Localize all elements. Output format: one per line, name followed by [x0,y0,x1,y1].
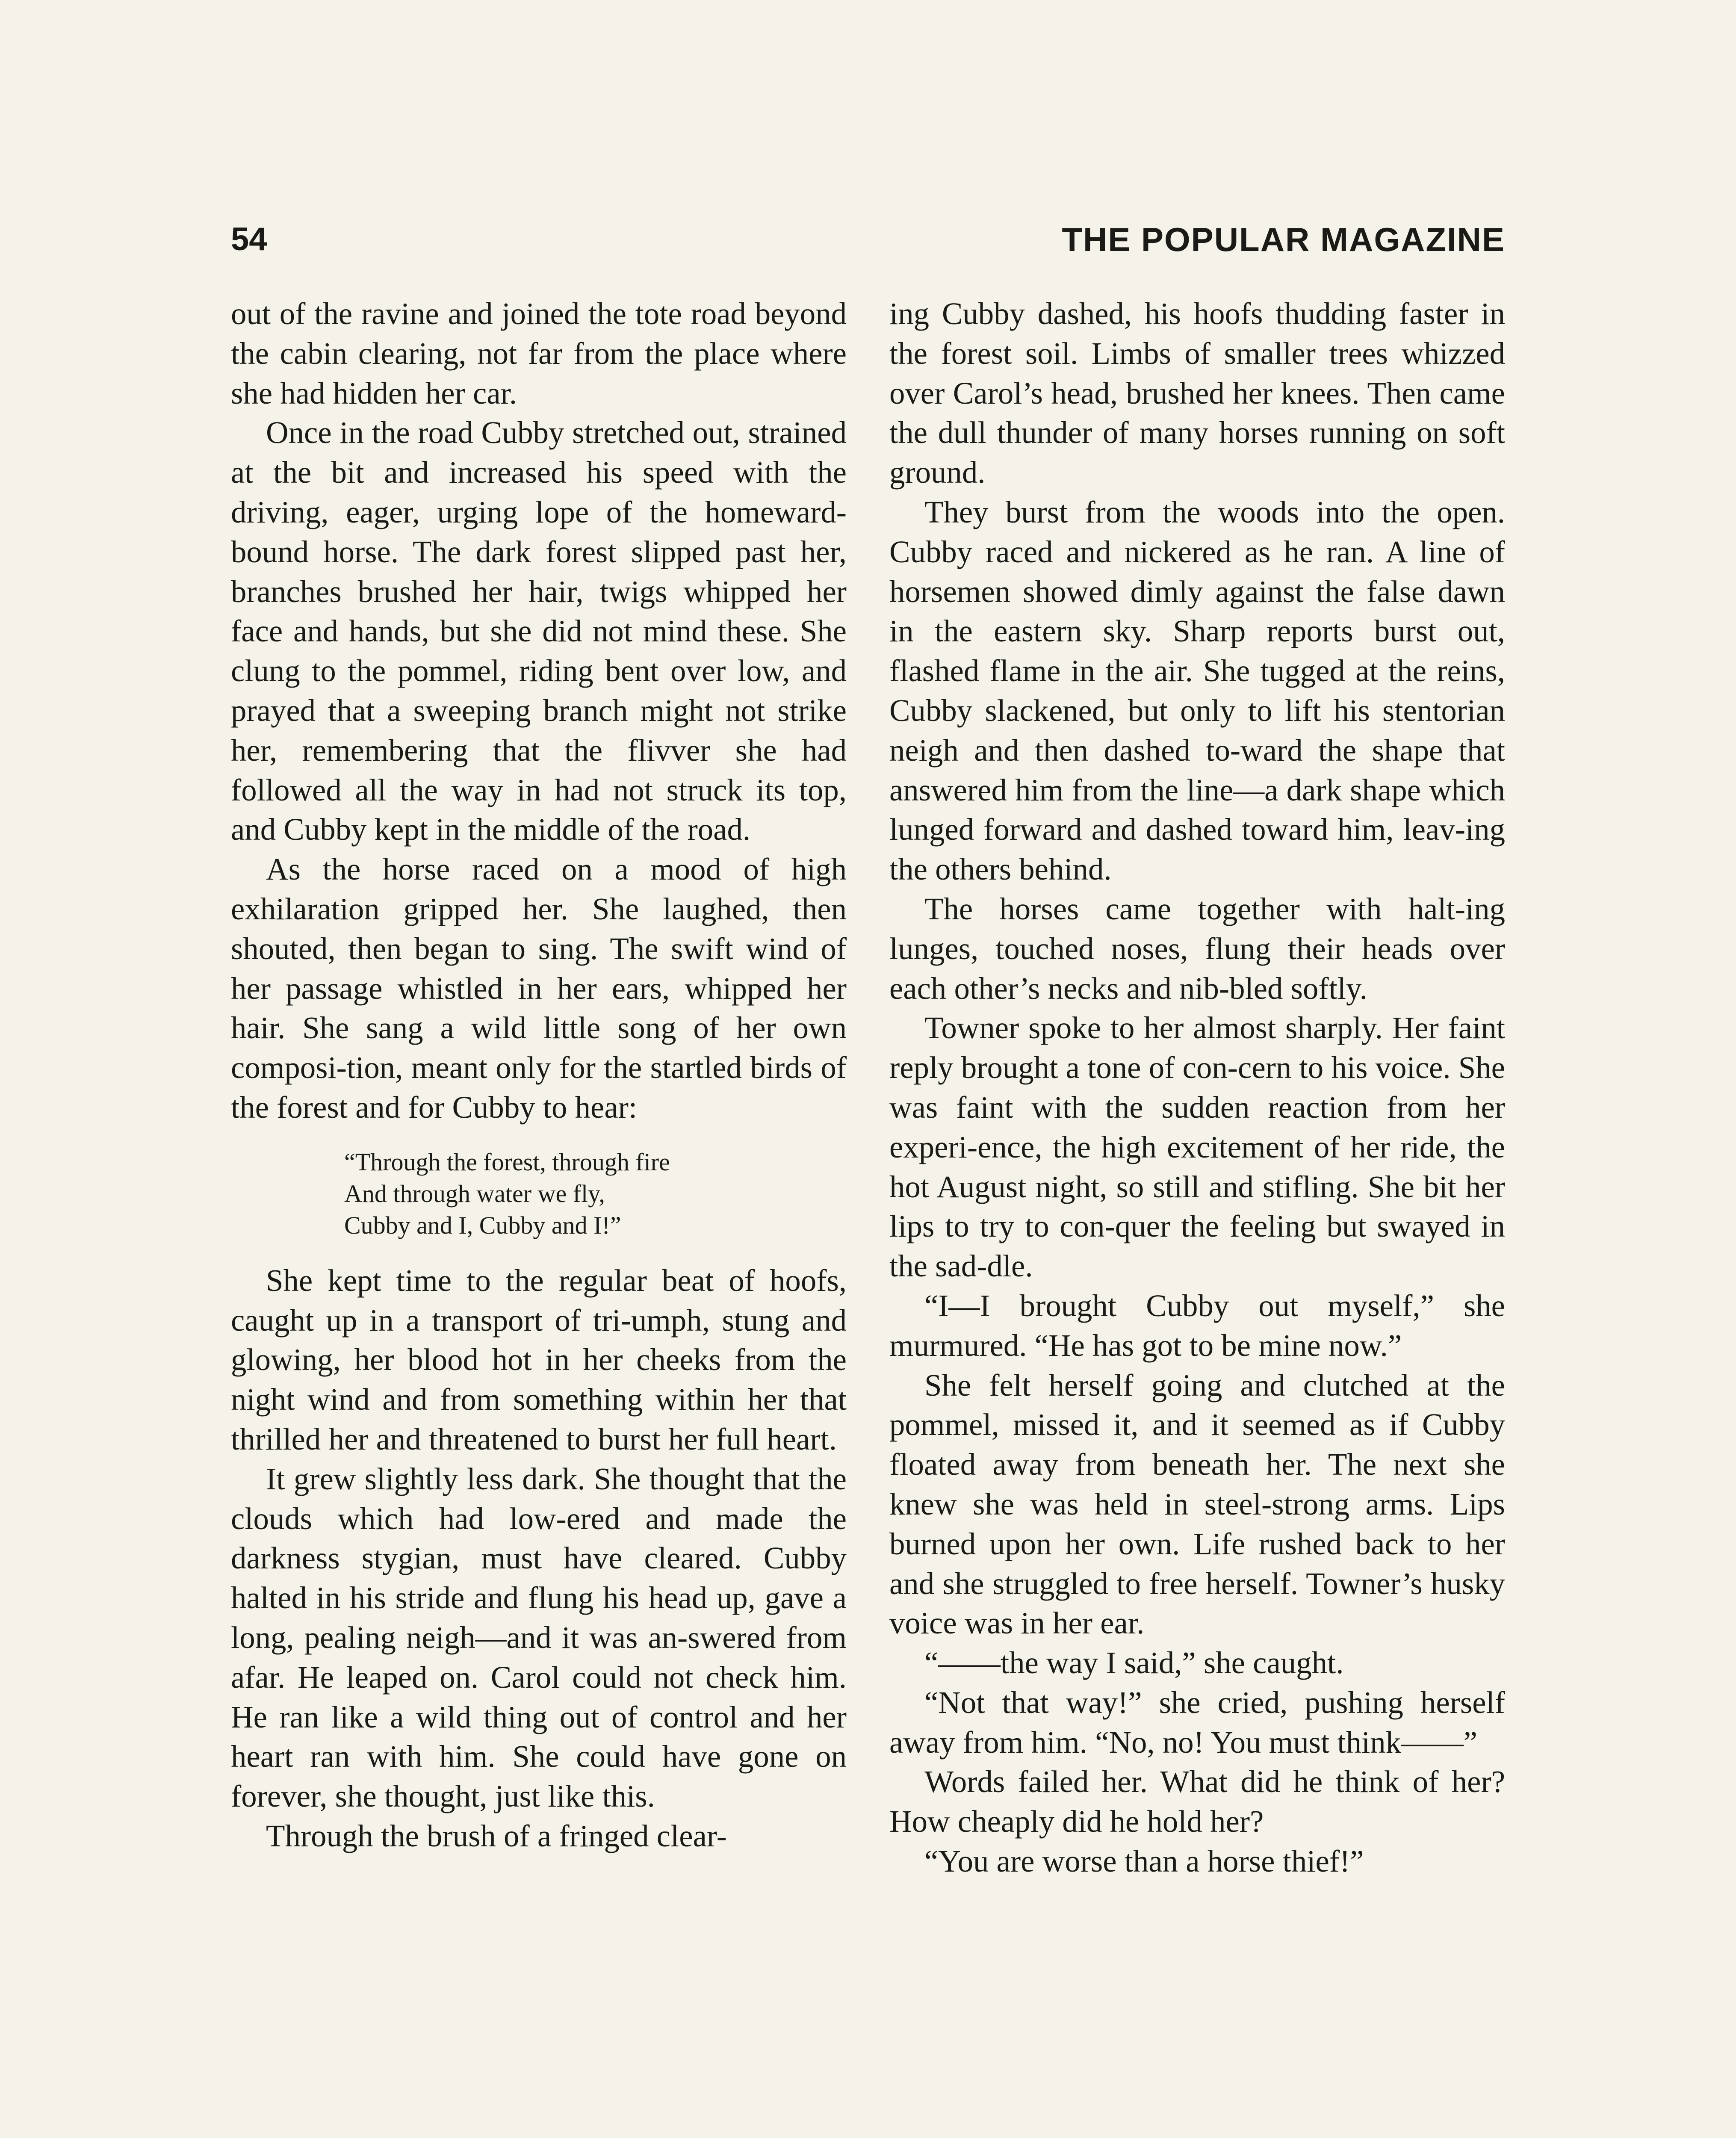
paragraph: “You are worse than a horse thief!” [924,1844,1364,1879]
paragraph: Through the brush of a fringed clear- [266,1818,727,1853]
paragraph: Towner spoke to her almost sharply. Her faint reply brought a tone of con-cern to his voice. She was faint with the sudden reaction from her experi-ence, the high excitement of her ride, the hot August night, so still and stifling. She bit her lips to try to con-quer the feeling but swayed in the sad-dle. [889,1010,1505,1284]
verse-line: Cubby and I, Cubby and I!” [344,1211,621,1239]
verse-line: And through water we fly, [344,1179,605,1208]
page-number: 54 [231,221,267,257]
paragraph: out of the ravine and joined the tote road beyond the cabin clearing, not far from the place where she had hidden her car. [231,296,847,410]
paragraph: “Not that way!” she cried, pushing herself away from him. “No, no! You must think——” [889,1685,1505,1760]
right-column [889,294,1505,1881]
paragraph: The horses came together with halt-ing lunges, touched noses, flung their heads over each other’s necks and nib-bled softly. [889,891,1505,1006]
paragraph: “——the way I said,” she caught. [924,1645,1344,1680]
paragraph: As the horse raced on a mood of high exhilaration gripped her. She laughed, then shouted, then began to sing. The swift wind of her passage whistled in her ears, whipped her hair. She sang a wild little song of her own composi-tion, meant only for the startled birds of the forest and for Cubby to hear: [231,852,847,1125]
page-header [231,216,1505,263]
song-verse [344,1146,847,1241]
paragraph: Words failed her. What did he think of her? How cheaply did he hold her? [889,1764,1505,1839]
verse-line: “Through the forest, through fire [344,1148,670,1176]
paragraph: Once in the road Cubby stretched out, strained at the bit and increased his speed with the driving, eager, urging lope of the homeward-bound horse. The dark forest slipped past her, branches brushed her hair, twigs whipped her face and hands, but she did not mind these. She clung to the pommel, riding bent over low, and prayed that a sweeping branch might not strike her, remembering that the flivver she had followed all the way in had not struck its top, and Cubby kept in the middle of the road. [231,415,847,847]
running-head: THE POPULAR MAGAZINE [1062,221,1505,258]
paragraph: She kept time to the regular beat of hoofs, caught up in a transport of tri-umph, stung and glowing, her blood hot in her cheeks from the night wind and from something within her that thrilled her and threatened to burst her full heart. [231,1263,847,1456]
paragraph: ing Cubby dashed, his hoofs thudding faster in the forest soil. Limbs of smaller trees whizzed over Carol’s head, brushed her knees. Then came the dull thunder of many horses running on soft ground. [889,296,1505,490]
paragraph: She felt herself going and clutched at the pommel, missed it, and it seemed as if Cubby floated away from beneath her. The next she knew she was held in steel-strong arms. Lips burned upon her own. Life rushed back to her and she struggled to free herself. Towner’s husky voice was in her ear. [889,1367,1505,1641]
left-column [231,294,847,1856]
paragraph: They burst from the woods into the open. Cubby raced and nickered as he ran. A line of horsemen showed dimly against the false dawn in the eastern sky. Sharp reports burst out, flashed flame in the air. She tugged at the reins, Cubby slackened, but only to lift his stentorian neigh and then dashed to-ward the shape that answered him from the line—a dark shape which lunged forward and dashed toward him, leav-ing the others behind. [889,494,1505,887]
paragraph: It grew slightly less dark. She thought that the clouds which had low-ered and made the darkness stygian, must have cleared. Cubby halted in his stride and flung his head up, gave a long, pealing neigh—and it was an-swered from afar. He leaped on. Carol could not check him. He ran like a wild thing out of control and her heart ran with him. She could have gone on forever, she thought, just like this. [231,1461,847,1814]
paragraph: “I—I brought Cubby out myself,” she murmured. “He has got to be mine now.” [889,1288,1505,1363]
